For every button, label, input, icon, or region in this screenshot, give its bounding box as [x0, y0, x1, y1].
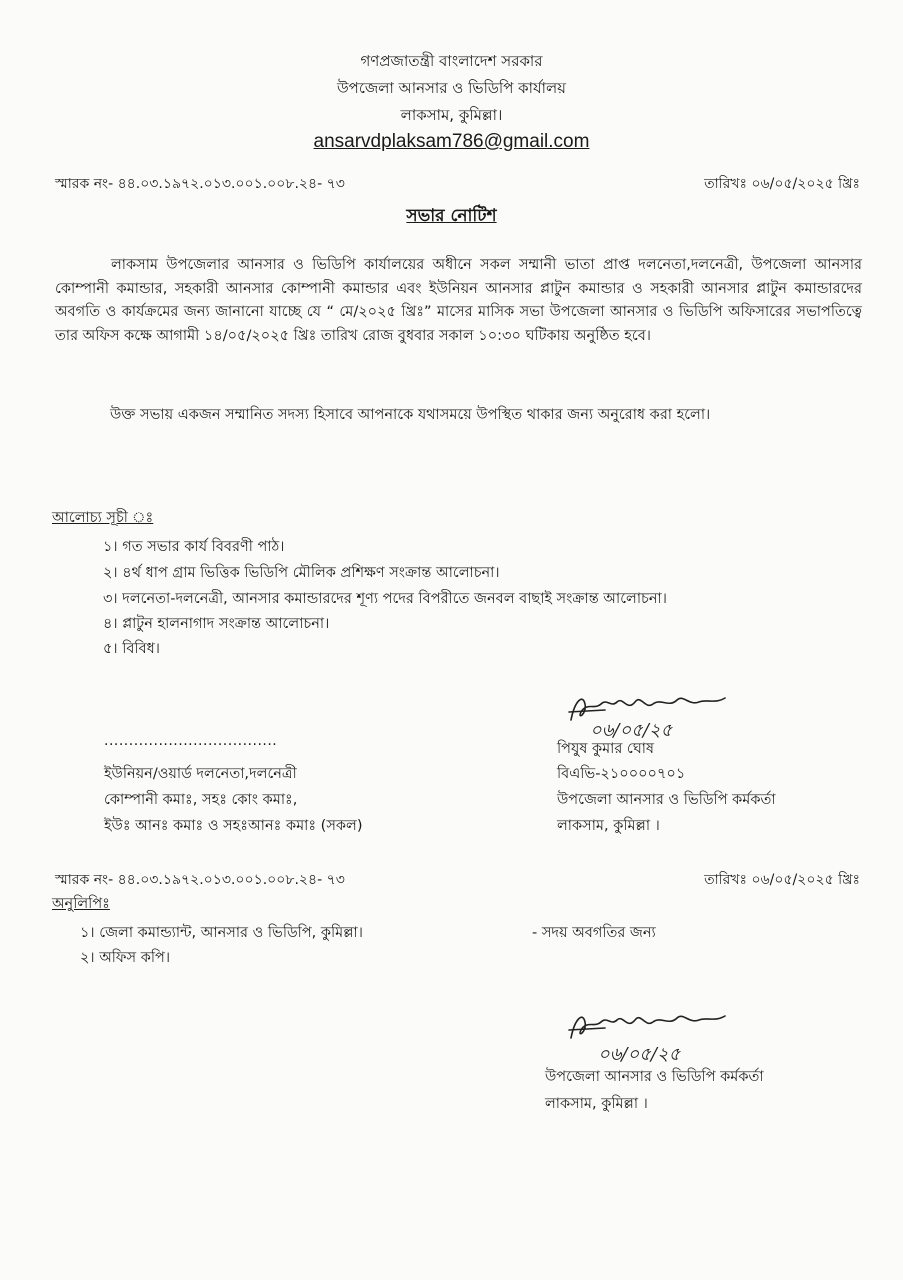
recipients-line: ইউঃ আনঃ কমাঃ ও সহঃআনঃ কমাঃ (সকল) — [104, 818, 363, 834]
office-title: উপজেলা আনসার ও ভিডিপি কার্যালয় — [336, 79, 567, 97]
agenda-item: ২। ৪র্থ ধাপ গ্রাম ভিত্তিক ভিডিপি মৌলিক প্রশিক্ষণ সংক্রান্ত আলোচনা। — [103, 565, 500, 581]
signatory-id: বিএভি-২১০০০০৭০১ — [557, 766, 686, 782]
signatory-name: পিযুষ কুমার ঘোষ — [557, 741, 654, 757]
signatory2-designation: উপজেলা আনসার ও ভিডিপি কর্মকর্তা — [545, 1069, 764, 1085]
recipients-line: ইউনিয়ন/ওয়ার্ড দলনেতা,দলনেত্রী — [104, 766, 297, 782]
copy-heading: অনুলিপিঃ — [52, 896, 110, 912]
memo-ref: স্মারক নং- ৪৪.০৩.১৯৭২.০১৩.০০১.০০৮.২৪- ৭৩ — [55, 176, 345, 192]
office-location: লাকসাম, কুমিল্লা। — [400, 106, 503, 124]
notice-paragraph-1: লাকসাম উপজেলার আনসার ও ভিডিপি কার্যালয়ের অধীনে সকল সম্মানী ভাতা প্রাপ্ত দলনেতা,দলনেত্রী, উপজেলা আনসার কোম্পানী কমান্ডার, সহকারী আনসার কোম্পানী কমান্ডার এবং ইউনিয়ন আনসার প্লাটুন কমান্ডার ও সহকারী আনসার প্লাটুন কমান্ডারদের অবগতি ও কার্যক্রমের জন্য জানানো যাচ্ছে যে “ মে/২০২৫ খ্রিঃ” মাসের মাসিক সভা উপজেলা আনসার ও ভিডিপি অফিসারের সভাপতিত্বে তার অফিস কক্ষে আগামী ১৪/০৫/২০২৫ খ্রিঃ তারিখ রোজ বুধবার সকাল ১০:৩০ ঘটিকায় অনুষ্ঠিত হবে। — [55, 257, 862, 344]
copy-ref: স্মারক নং- ৪৪.০৩.১৯৭২.০১৩.০০১.০০৮.২৪- ৭৩ — [55, 872, 345, 888]
agenda-item: ৩। দলনেতা-দলনেত্রী, আনসার কমান্ডারদের শূণ্য পদের বিপরীতে জনবল বাছাই সংক্রান্ত আলোচনা। — [103, 591, 667, 607]
notice-paragraph-2: উক্ত সভায় একজন সম্মানিত সদস্য হিসাবে আপনাকে যথাসময়ে উপস্থিত থাকার জন্য অনুরোধ করা হলো। — [110, 407, 711, 423]
copy-note: - সদয় অবগতির জন্য — [532, 925, 656, 941]
copy-date: তারিখঃ ০৬/০৫/২০২৫ খ্রিঃ — [704, 872, 860, 888]
office-email: ansarvdplaksam786@gmail.com — [313, 131, 590, 152]
signatory-designation: উপজেলা আনসার ও ভিডিপি কর্মকর্তা — [557, 792, 776, 808]
memo-date: তারিখঃ ০৬/০৫/২০২৫ খ্রিঃ — [704, 176, 860, 192]
agenda-item: ৫। বিবিধ। — [103, 641, 160, 657]
signature-date: ০৬/০৫/২৫ — [590, 720, 673, 741]
copy-item: ১। জেলা কমান্ড্যান্ট, আনসার ও ভিডিপি, কুমিল্লা। — [80, 925, 363, 941]
notice-title: সভার নোটিশ — [406, 206, 497, 226]
agenda-item: ১। গত সভার কার্য বিবরণী পাঠ। — [103, 539, 285, 555]
signatory-place: লাকসাম, কুমিল্লা । — [557, 818, 660, 834]
signature-date: ০৬/০৫/২৫ — [598, 1044, 681, 1065]
agenda-item: ৪। প্লাটুন হালনাগাদ সংক্রান্ত আলোচনা। — [103, 616, 330, 632]
recipients-dots: ................................... — [104, 733, 278, 749]
copy-item: ২। অফিস কপি। — [80, 950, 171, 966]
govt-title: গণপ্রজাতন্ত্রী বাংলাদেশ সরকার — [360, 52, 543, 70]
recipients-line: কোম্পানী কমাঃ, সহঃ কোং কমাঃ, — [104, 792, 298, 808]
signatory2-place: লাকসাম, কুমিল্লা । — [545, 1096, 648, 1112]
agenda-heading: আলোচ্য সূচী ঃ — [52, 510, 154, 526]
